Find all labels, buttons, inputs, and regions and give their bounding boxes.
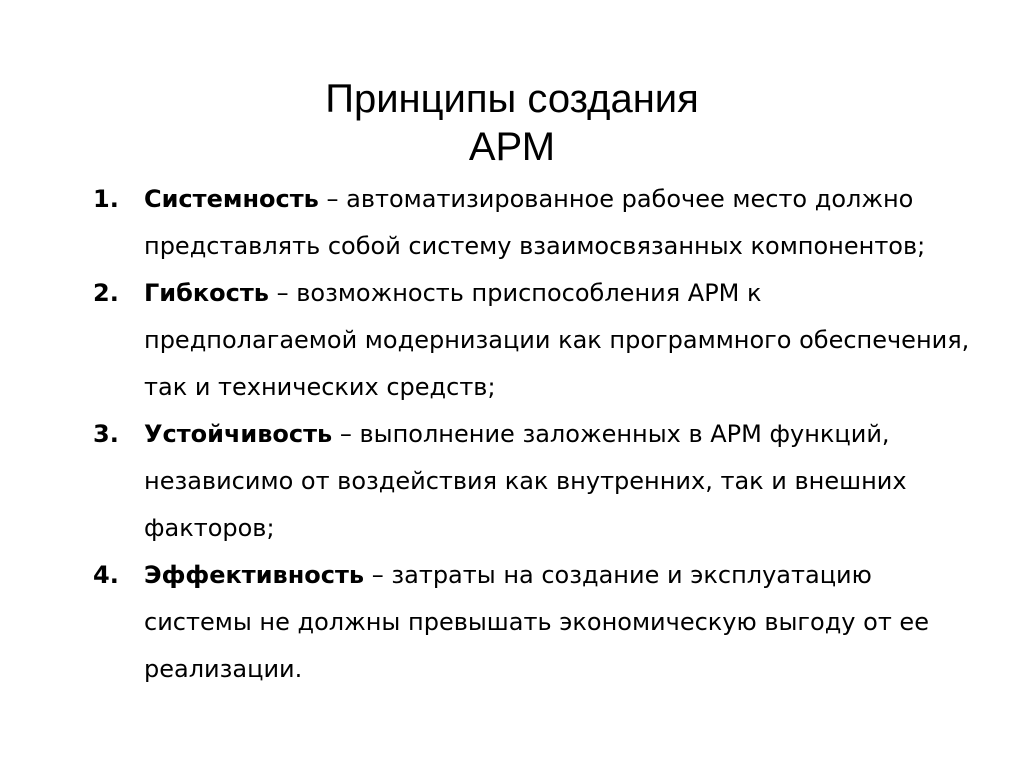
term-separator: –: [318, 185, 347, 213]
principle-term: Гибкость: [144, 279, 269, 307]
term-separator: –: [364, 561, 392, 589]
principle-item-1: [93, 176, 973, 270]
item-number: 3.: [93, 420, 119, 448]
principle-item-4: [93, 552, 973, 693]
item-number: 2.: [93, 279, 119, 307]
principle-item-2: [93, 270, 973, 411]
item-number: 4.: [93, 561, 119, 589]
title-line-2: АРМ: [468, 124, 556, 169]
principle-item-3: [93, 411, 973, 552]
term-separator: –: [268, 279, 297, 307]
principle-description: затраты на создание и эксплуатацию системы не должны превышать экономическую выгоду от ее реализации.: [144, 561, 929, 683]
principle-description: выполнение заложенных в АРМ функций, независимо от воздействия как внутренних, так и внешних факторов;: [144, 420, 907, 542]
term-separator: –: [332, 420, 360, 448]
title-line-1: Принципы создания: [325, 76, 699, 121]
principle-description: возможность приспособления АРМ к предполагаемой модернизации как программного обеспечения, так и технических средств;: [144, 279, 970, 401]
principle-term: Эффективность: [144, 561, 365, 589]
principle-description: автоматизированное рабочее место должно представлять собой систему взаимосвязанных компонентов;: [144, 185, 926, 260]
item-number: 1.: [93, 185, 119, 213]
principles-list: [93, 176, 973, 693]
principle-term: Системность: [144, 185, 319, 213]
principle-term: Устойчивость: [144, 420, 333, 448]
slide-title: [0, 75, 1024, 171]
